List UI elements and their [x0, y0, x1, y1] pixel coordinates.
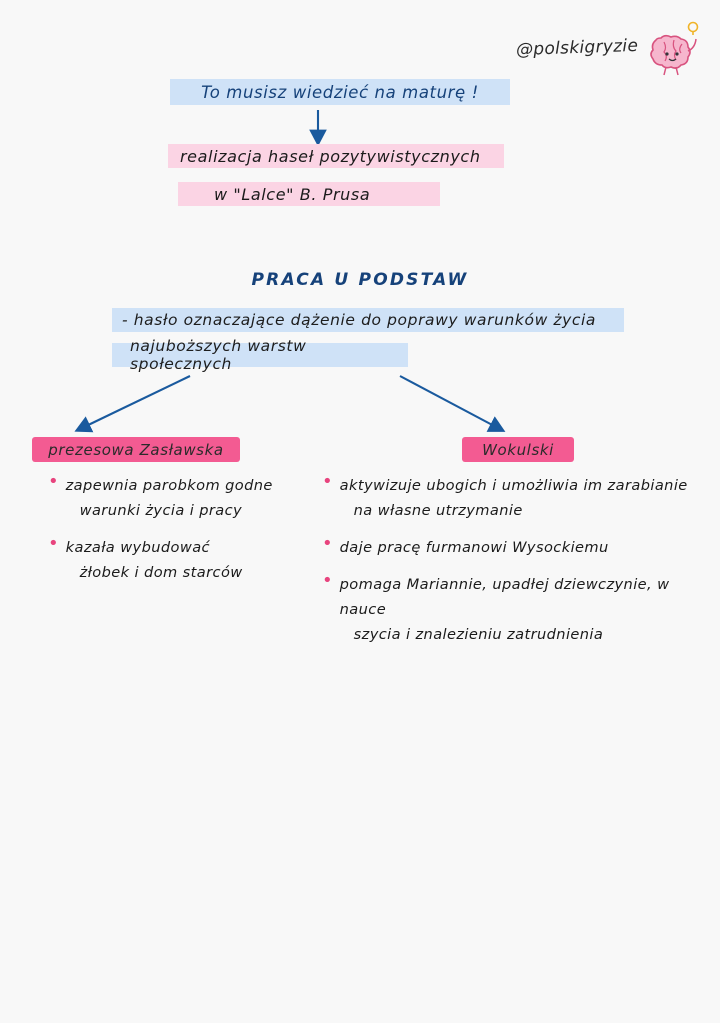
brain-icon — [644, 20, 702, 76]
list-item — [322, 535, 712, 560]
bullet-dot-icon: • — [48, 533, 59, 554]
branch-label-zaslawska: prezesowa Zasławska — [32, 437, 240, 462]
list-item — [322, 572, 712, 647]
list-item-line-1: kazała wybudować — [65, 539, 210, 556]
bullet-list-zaslawska — [48, 473, 308, 597]
bullet-dot-icon: • — [322, 471, 333, 492]
bullet-dot-icon: • — [322, 533, 333, 554]
branch-label-wokulski: Wokulski — [462, 437, 574, 462]
list-item-text — [66, 535, 243, 585]
list-item-line-2: żłobek i dom starców — [79, 564, 243, 581]
list-item-text — [340, 535, 609, 560]
list-item-line-2: na własne utrzymanie — [353, 502, 523, 519]
watermark — [516, 20, 702, 76]
list-item-line-1: zapewnia parobkom godne — [65, 477, 273, 494]
list-item-text — [340, 473, 688, 523]
list-item — [322, 473, 712, 523]
subtitle-line-1: realizacja haseł pozytywistycznych — [168, 144, 504, 168]
bullet-list-wokulski — [322, 473, 712, 659]
list-item-line-1: aktywizuje ubogich i umożliwia im zarabianie — [339, 477, 688, 494]
list-item-line-1: daje pracę furmanowi Wysockiemu — [339, 539, 609, 556]
list-item-line-1: pomaga Mariannie, upadłej dziewczynie, w nauce — [339, 576, 670, 618]
list-item-line-2: szycia i znalezieniu zatrudnienia — [353, 626, 604, 643]
list-item — [48, 473, 308, 523]
list-item-text — [340, 572, 712, 647]
title-banner: To musisz wiedzieć na maturę ! — [170, 79, 510, 105]
list-item-line-2: warunki życia i pracy — [79, 502, 243, 519]
subtitle-line-2: w "Lalce" B. Prusa — [178, 182, 440, 206]
section-heading: PRACA U PODSTAW — [251, 270, 469, 290]
bullet-dot-icon: • — [322, 570, 333, 591]
list-item-text — [66, 473, 273, 523]
list-item — [48, 535, 308, 585]
handle-text: @polskigryzie — [515, 35, 639, 61]
definition-line-1: - hasło oznaczające dążenie do poprawy warunków życia — [112, 308, 624, 332]
bullet-dot-icon: • — [48, 471, 59, 492]
definition-line-2: najuboższych warstw społecznych — [112, 343, 408, 367]
